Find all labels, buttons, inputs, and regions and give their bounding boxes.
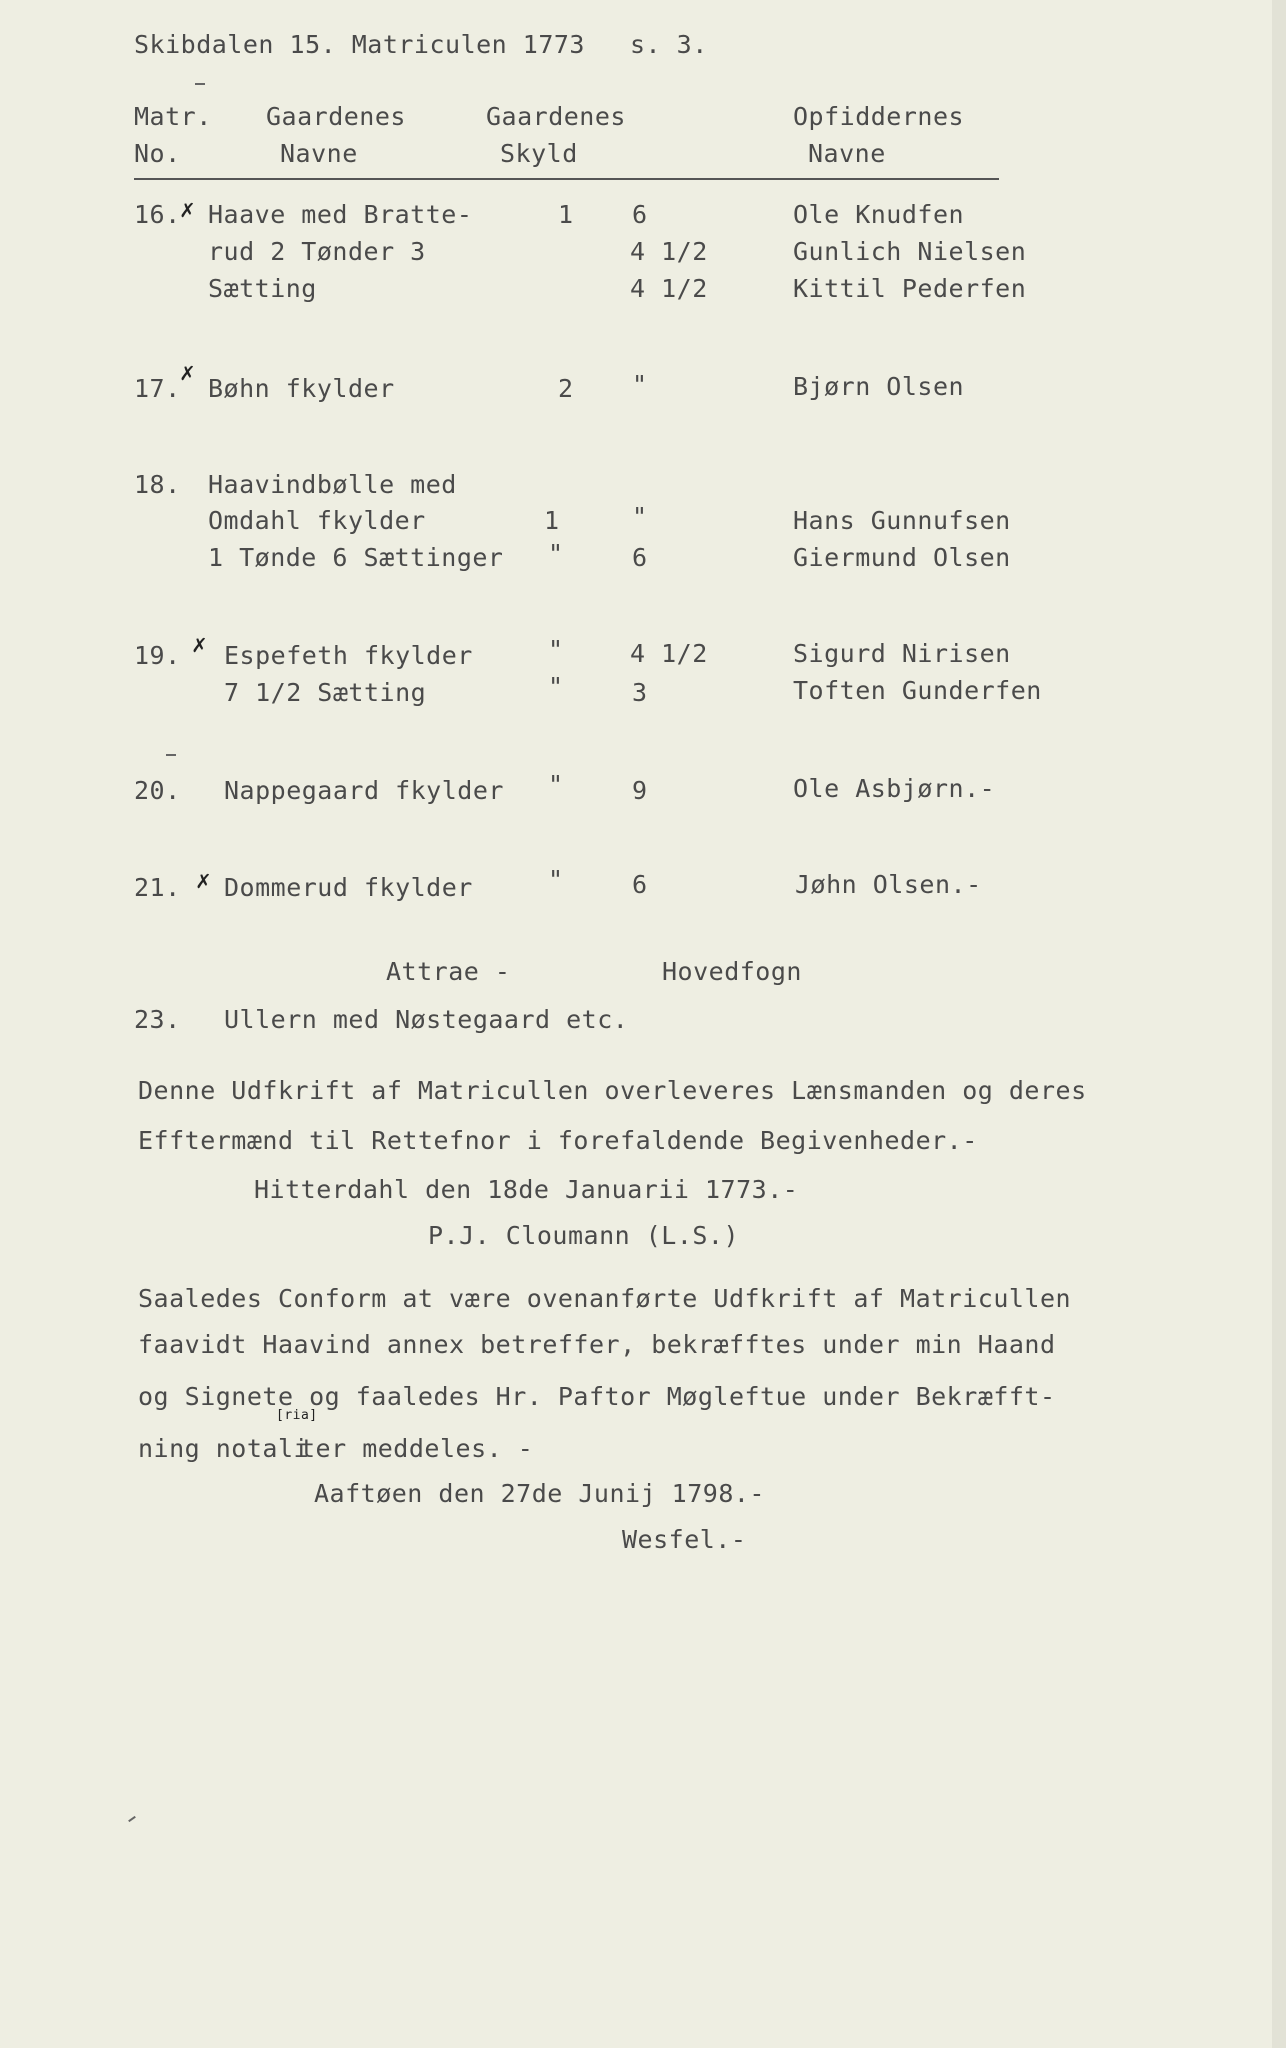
col-opsidd-header-1: Opfiddernes <box>793 102 965 131</box>
farm-name: Nappegaard fkylder <box>224 776 504 805</box>
stray-mark <box>128 1816 136 1822</box>
skyld-a: 2 <box>558 374 574 403</box>
owner-name: Ole Knudfen <box>793 200 965 229</box>
farm-name: Sætting <box>208 274 317 303</box>
entry-number: 18. <box>134 470 181 499</box>
col-opsidd-header-2: Navne <box>808 139 886 168</box>
farm-name: Haavindbølle med <box>208 470 457 499</box>
cross-mark: ✗ <box>180 195 195 223</box>
place-date-line: Aaftøen den 27de Junij 1798.- <box>314 1479 765 1508</box>
owner-name: Kittil Pederfen <box>793 274 1027 303</box>
skyld-a: " <box>548 770 564 799</box>
col-matr-header-2: No. <box>134 139 181 168</box>
entry-number: 20. <box>134 776 181 805</box>
farm-name: Ullern med Nøstegaard etc. <box>224 1005 629 1034</box>
handwritten-insertion: [ria] <box>276 1408 318 1423</box>
page-number: s. 3. <box>630 30 708 59</box>
owner-name: Sigurd Nirisen <box>793 639 1011 668</box>
header-rule <box>134 178 999 180</box>
section-label-right: Hovedfogn <box>662 957 802 986</box>
owner-name: Jøhn Olsen.- <box>795 870 982 899</box>
skyld-b: 3 <box>632 678 648 707</box>
skyld-a: " <box>548 635 564 664</box>
skyld-a: " <box>548 865 564 894</box>
paragraph-line: og Signete og faaledes Hr. Paftor Møgleftue under Bekræfft- <box>138 1382 1056 1411</box>
skyld-b: 4 1/2 <box>630 639 708 668</box>
stray-mark <box>195 83 205 85</box>
col-gaard-header-2: Navne <box>280 139 358 168</box>
col-matr-header-1: Matr. <box>134 102 212 131</box>
signature-line: P.J. Cloumann (L.S.) <box>428 1221 740 1250</box>
cross-mark: ✗ <box>180 358 195 386</box>
entry-number: 17. <box>134 374 181 403</box>
paragraph-line: faavidt Haavind annex betreffer, bekræfftes under min Haand <box>138 1330 1056 1359</box>
paragraph-line: ning notali <box>138 1434 310 1463</box>
farm-name: Haave med Bratte- <box>208 200 473 229</box>
skyld-a: " <box>548 672 564 701</box>
owner-name: Toften Gunderfen <box>793 676 1042 705</box>
paragraph-line: Saaledes Conform at være ovenanførte Udfkrift af Matricullen <box>138 1284 1072 1313</box>
skyld-b: 6 <box>632 870 648 899</box>
entry-number: 23. <box>134 1005 181 1034</box>
col-gaard-header-1: Gaardenes <box>266 102 406 131</box>
document-title: Skibdalen 15. Matriculen 1773 <box>134 30 585 59</box>
place-date-line: Hitterdahl den 18de Januarii 1773.- <box>254 1175 799 1204</box>
owner-name: Ole Asbjørn.- <box>793 774 996 803</box>
section-label-left: Attrae - <box>386 957 511 986</box>
skyld-a: " <box>548 539 564 568</box>
paragraph-line: Efftermænd til Rettefnor i forefaldende Begivenheder.- <box>138 1126 978 1155</box>
skyld-b: 9 <box>632 776 648 805</box>
farm-name: 1 Tønde 6 Sættinger <box>208 543 504 572</box>
farm-name: Bøhn fkylder <box>208 374 395 403</box>
entry-number: 21. <box>134 873 181 902</box>
signature-line: Wesfel.- <box>622 1525 747 1554</box>
stray-mark <box>166 754 176 756</box>
cross-mark: ✗ <box>196 866 211 894</box>
farm-name: Omdahl fkylder <box>208 506 426 535</box>
farm-name: Espefeth fkylder <box>224 641 473 670</box>
skyld-b: 6 <box>632 200 648 229</box>
skyld-b: 4 1/2 <box>630 274 708 303</box>
farm-name: rud 2 Tønder 3 <box>208 237 426 266</box>
skyld-b: " <box>632 370 648 399</box>
col-skyld-header-1: Gaardenes <box>486 102 626 131</box>
farm-name: Dommerud fkylder <box>224 873 473 902</box>
farm-name: 7 1/2 Sætting <box>224 678 427 707</box>
skyld-b: 4 1/2 <box>630 237 708 266</box>
paragraph-line: Denne Udfkrift af Matricullen overleveres Lænsmanden og deres <box>138 1076 1087 1105</box>
col-skyld-header-2: Skyld <box>500 139 578 168</box>
entry-number: 19. <box>134 641 181 670</box>
owner-name: Hans Gunnufsen <box>793 506 1011 535</box>
entry-number: 16. <box>134 200 181 229</box>
owner-name: Bjørn Olsen <box>793 372 965 401</box>
skyld-a: 1 <box>544 506 560 535</box>
skyld-a: 1 <box>558 200 574 229</box>
skyld-b: 6 <box>632 543 648 572</box>
skyld-b: " <box>632 502 648 531</box>
owner-name: Giermund Olsen <box>793 543 1011 572</box>
cross-mark: ✗ <box>192 630 207 658</box>
owner-name: Gunlich Nielsen <box>793 237 1027 266</box>
paragraph-line: ter meddeles. - <box>300 1434 534 1463</box>
